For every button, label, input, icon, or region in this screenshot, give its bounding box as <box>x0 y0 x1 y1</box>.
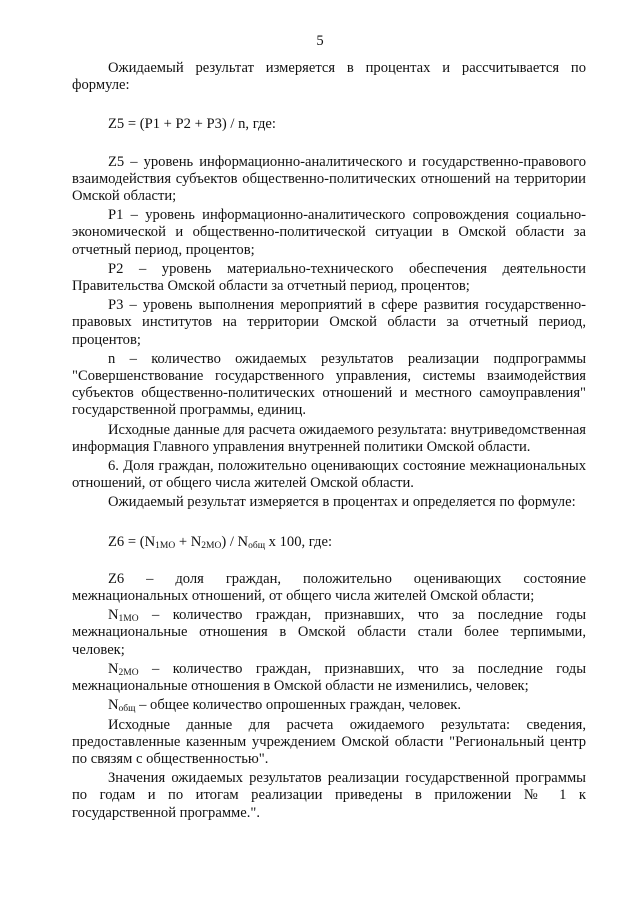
paragraph-intro: Ожидаемый результат измеряется в процентах и рассчитывается по формуле: <box>72 60 586 94</box>
definition-p3: P3 – уровень выполнения мероприятий в сфере развития государственно-правовых институтов на территории Омской области за отчетный период, процентов; <box>72 297 586 348</box>
definition-text: – количество граждан, признавших, что за последние годы межнациональные отношения в Омской области стали более терпимыми, человек; <box>72 607 586 658</box>
symbol-subscript: 2МО <box>118 667 139 678</box>
definition-z5: Z5 – уровень информационно-аналитического и государственно-правового взаимодействия субъектов общественно-политических отношений на территории Омской области; <box>72 153 586 205</box>
definition-nobsh <box>72 697 586 714</box>
paragraph-formula-intro: Ожидаемый результат измеряется в процентах и определяется по формуле: <box>108 494 576 511</box>
symbol-subscript: общ <box>118 704 136 715</box>
formula-z6-part-b: + N <box>175 533 202 550</box>
formula-z6-part-a: Z6 = (N <box>108 533 156 550</box>
formula-z6-part-c: ) / N <box>221 533 249 550</box>
definition-p2: P2 – уровень материально-технического обеспечения деятельности Правительства Омской области за отчетный период, процентов; <box>72 260 586 295</box>
symbol-n: N <box>108 697 119 714</box>
paragraph-source-data-2: Исходные данные для расчета ожидаемого результата: сведения, предоставленные казенным учреждением Омской области "Региональный центр по связям с общественностью". <box>72 716 586 767</box>
symbol-n: N <box>108 660 119 677</box>
definition-n: n – количество ожидаемых результатов реализации подпрограммы "Совершенствование государственного управления, системы взаимодействия субъектов общественно-политических отношений и местного самоуправления" государственной программы, единиц. <box>72 350 586 419</box>
page-number: 5 <box>316 33 324 49</box>
symbol-n: N <box>108 607 119 624</box>
definition-text: – количество граждан, признавших, что за последние годы межнациональные отношения в Омской области не изменились, человек; <box>72 660 586 695</box>
formula-z6-sub-a: 1МО <box>155 540 176 551</box>
paragraph-final: Значения ожидаемых результатов реализации государственной программы по годам и по итогам реализации приведены в приложении № 1 к государственной программе.". <box>72 770 586 821</box>
paragraph-source-data: Исходные данные для расчета ожидаемого результата: внутриведомственная информация Главного управления внутренней политики Омской области. <box>72 421 586 455</box>
symbol-subscript: 1МО <box>118 614 139 625</box>
definition-z6: Z6 – доля граждан, положительно оценивающих состояние межнациональных отношений, от общего числа жителей Омской области; <box>72 570 586 605</box>
document-body <box>72 60 586 824</box>
paragraph-item-6: 6. Доля граждан, положительно оценивающих состояние межнациональных отношений, от общего числа жителей Омской области. <box>72 458 586 492</box>
formula-z6 <box>72 534 586 551</box>
formula-z6-part-d: x 100, где: <box>265 533 333 550</box>
definition-n2mo <box>72 661 586 695</box>
formula-z5: Z5 = (P1 + P2 + P3) / n, где: <box>108 116 276 133</box>
definition-text: – общее количество опрошенных граждан, человек. <box>135 697 461 714</box>
formula-z6-sub-b: 2МО <box>201 540 222 551</box>
definition-p1: P1 – уровень информационно-аналитического сопровождения социально-экономической и общественно-политической ситуации в Омской области за отчетный период, процентов; <box>72 207 586 258</box>
definition-n1mo <box>72 607 586 659</box>
formula-z6-sub-c: общ <box>248 540 266 551</box>
